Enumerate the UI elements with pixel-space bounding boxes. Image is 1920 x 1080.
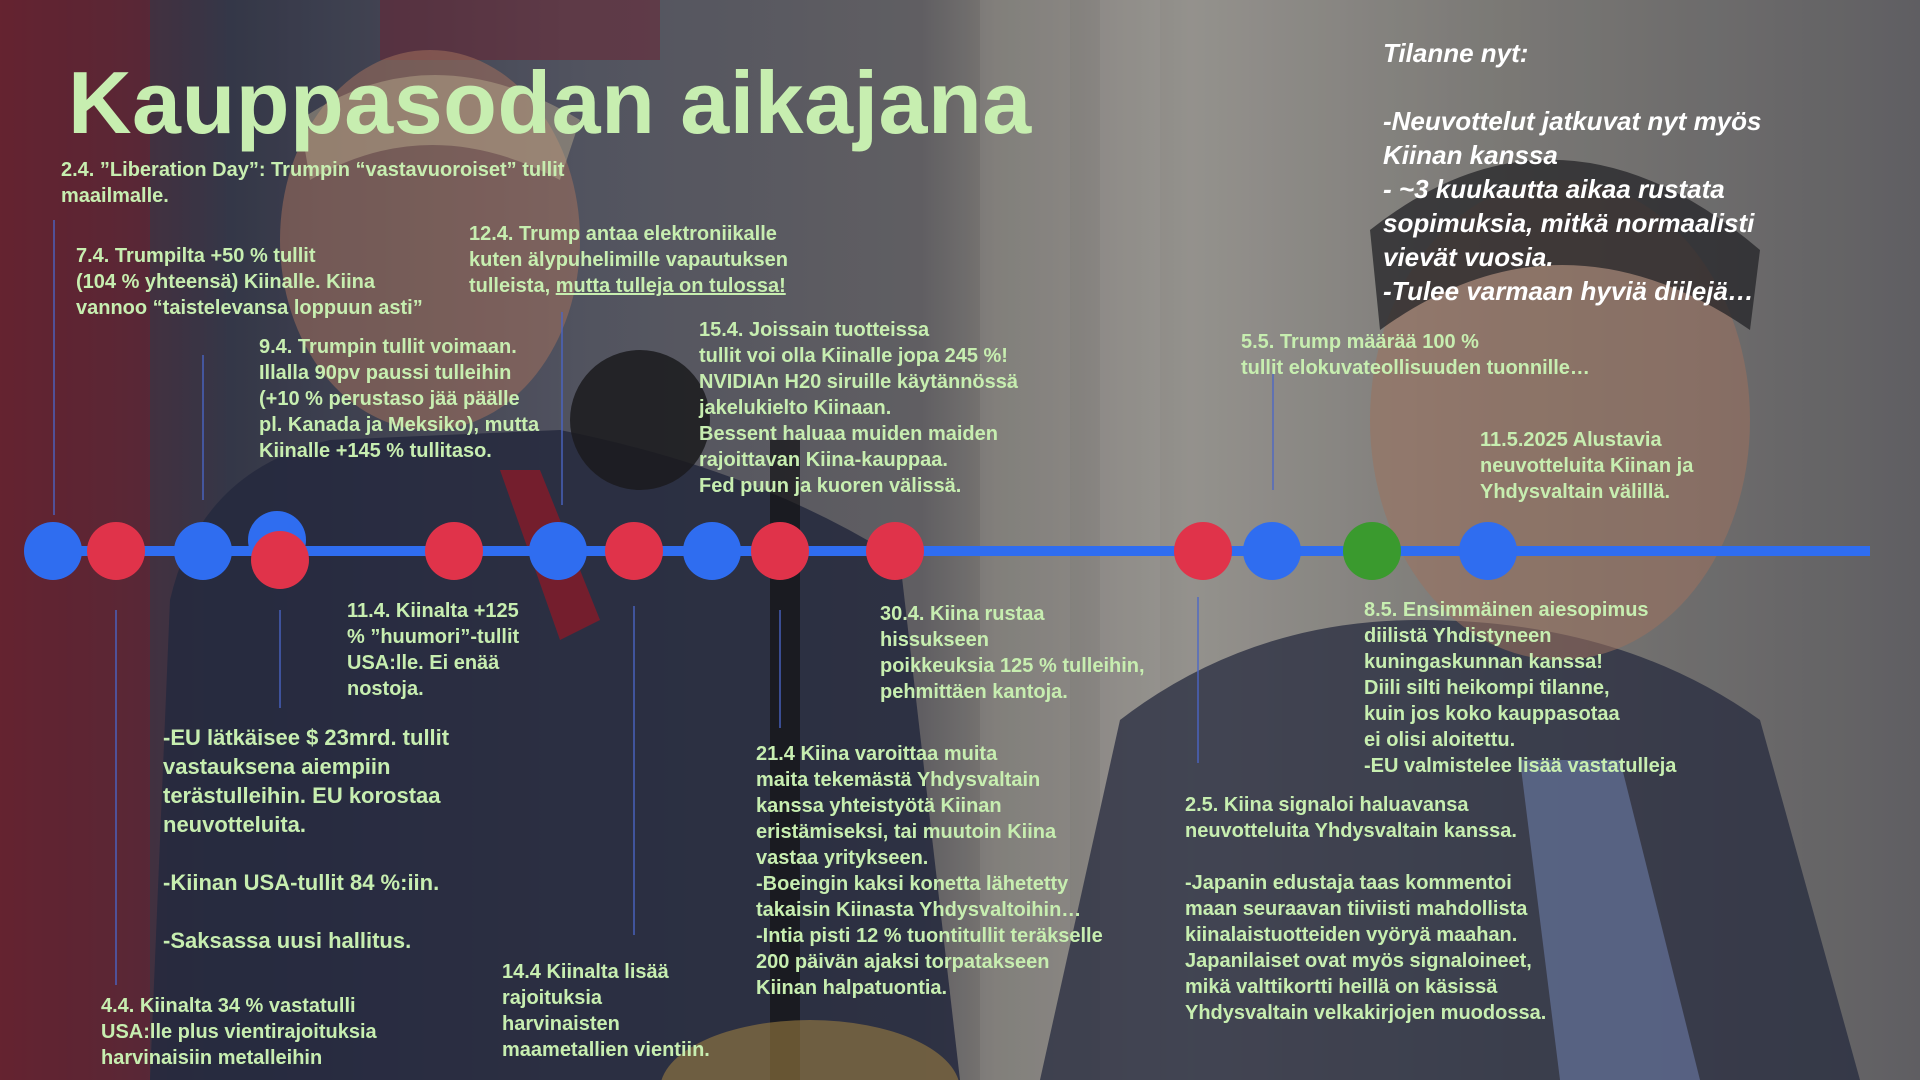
node-30-4[interactable] [866, 522, 924, 580]
event-8-5: 8.5. Ensimmäinen aiesopimus diilistä Yhdistyneen kuningaskunnan kanssa! Diili silti heikompi tilanne, kuin jos koko kauppasotaa ei olisi aloitettu. -EU valmistelee lisää vastatulleja [1364, 599, 1677, 777]
node-7-4[interactable] [174, 522, 232, 580]
node-11-5[interactable] [1459, 522, 1517, 580]
node-14-4[interactable] [605, 522, 663, 580]
event-30-4: 30.4. Kiina rustaa hissukseen poikkeuksia 125 % tulleihin, pehmittäen kantoja. [880, 603, 1145, 703]
node-15-4[interactable] [683, 522, 741, 580]
page-title: Kauppasodan aikajana [68, 53, 1032, 152]
event-12-4-text: 12.4. Trump antaa elektroniikalle kuten älypuhelimille vapautuksen tulleista, [469, 223, 788, 297]
node-2-5[interactable] [1174, 522, 1232, 580]
event-15-4: 15.4. Joissain tuotteissa tullit voi olla Kiinalle jopa 245 %! NVIDIAn H20 siruille käytännössä jakelukielto Kiinaan. Bessent haluaa muiden maiden rajoittavan Kiina-kauppaa. Fed puun ja kuoren välissä. [699, 319, 1019, 497]
event-7-4: 7.4. Trumpilta +50 % tullit (104 % yhteensä) Kiinalle. Kiina vannoo “taistelevansa loppuun asti” [76, 245, 423, 319]
node-4-4[interactable] [87, 522, 145, 580]
node-10-4[interactable] [425, 522, 483, 580]
node-21-4[interactable] [751, 522, 809, 580]
current-status: Tilanne nyt: -Neuvottelut jatkuvat nyt myös Kiinan kanssa - ~3 kuukautta aikaa rustata sopimuksia, mitkä normaalisti vievät vuosia. -Tulee varmaan hyviä diilejä… [1383, 38, 1762, 306]
event-11-4: 11.4. Kiinalta +125 % ”huumori”-tullit USA:lle. Ei enää nostoja. [347, 600, 520, 700]
event-21-4: 21.4 Kiina varoittaa muita maita tekemästä Yhdysvaltain kanssa yhteistyötä Kiinan eristämiseksi, tai muutoin Kiina vastaa yritykseen. -Boeingin kaksi konetta lähetetty takaisin Kiinasta Yhdysvaltoihin… -Intia pisti 12 % tuontitullit teräkselle 200 päivän ajaksi torpatakseen Kiinan halpatuontia. [756, 743, 1103, 999]
node-5-5[interactable] [1243, 522, 1301, 580]
event-14-4: 14.4 Kiinalta lisää rajoituksia harvinaisten maametallien vientiin. [502, 961, 710, 1061]
event-4-4: 4.4. Kiinalta 34 % vastatulli USA:lle plus vientirajoituksia harvinaisiin metalleihin [101, 995, 377, 1069]
event-12-4-emphasis: mutta tulleja on tulossa! [555, 275, 786, 297]
event-9-4: 9.4. Trumpin tullit voimaan. Illalla 90pv paussi tulleihin (+10 % perustaso jää päälle pl. Kanada ja Meksiko), mutta Kiinalle +145 % tullitaso. [259, 336, 540, 462]
node-9-4-b[interactable] [251, 531, 309, 589]
node-8-5[interactable] [1343, 522, 1401, 580]
event-2-4: 2.4. ”Liberation Day”: Trumpin “vastavuoroiset” tullit maailmalle. [61, 159, 565, 207]
node-12-4[interactable] [529, 522, 587, 580]
event-11-5: 11.5.2025 Alustavia neuvotteluita Kiinan ja Yhdysvaltain välillä. [1480, 429, 1694, 503]
event-5-5: 5.5. Trump määrää 100 % tullit elokuvateollisuuden tuonnille… [1241, 331, 1590, 379]
event-12-4 [469, 221, 788, 299]
event-2-5: 2.5. Kiina signaloi haluavansa neuvotteluita Yhdysvaltain kanssa. -Japanin edustaja taas kommentoi maan seuraavan tiiviisti mahdollista kiinalaistuotteiden vyöryä maahan. Japanilaiset ovat myös signaloineet, mikä valttikortti heillä on käsissä Yhdysvaltain velkakirjojen muodossa. [1185, 794, 1547, 1024]
node-2-4[interactable] [24, 522, 82, 580]
event-eu-10-4: -EU lätkäisee $ 23mrd. tullit vastauksena aiempiin terästulleihin. EU korostaa neuvotteluita. -Kiinan USA-tullit 84 %:iin. -Saksassa uusi hallitus. [163, 725, 450, 953]
